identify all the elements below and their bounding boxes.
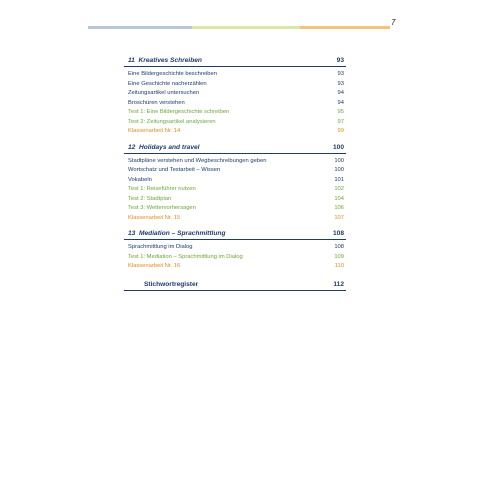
entry-page: 100 <box>334 167 344 173</box>
entry-title: Klassenarbeit Nr. 16 <box>128 263 181 269</box>
entry-title: Test 1: Reiseführer nutzen <box>128 186 196 192</box>
entry-page: 107 <box>334 214 344 221</box>
page-number: 7 <box>391 18 396 27</box>
chapter-heading[interactable] <box>124 229 346 240</box>
toc-entry[interactable] <box>128 157 344 167</box>
chapter-page: 100 <box>332 143 344 151</box>
toc-entry[interactable] <box>128 243 344 253</box>
toc-entry[interactable] <box>128 89 344 99</box>
toc-entry-test[interactable] <box>128 195 344 205</box>
index-title: Stichwortregister <box>144 280 199 288</box>
entry-title: Stadtpläne verstehen und Wegbeschreibungen geben <box>128 157 267 164</box>
chapter-number: 11 <box>128 57 135 64</box>
toc-entry-exam[interactable] <box>128 214 344 224</box>
chapter-entries <box>124 240 346 278</box>
header-bar-segment-2 <box>192 26 300 29</box>
table-of-contents <box>124 56 346 291</box>
entry-title: Test 2: Zeitungsartikel analysieren <box>128 118 216 125</box>
chapter-title: Holidays and travel <box>139 143 200 151</box>
chapter-12 <box>124 143 346 230</box>
chapter-page: 93 <box>336 57 344 64</box>
chapter-number: 12 <box>128 143 136 151</box>
toc-entry-exam[interactable] <box>128 262 344 272</box>
index-page: 112 <box>333 280 344 288</box>
toc-entry-test[interactable] <box>128 204 344 214</box>
chapter-title-wrap <box>128 144 199 151</box>
chapter-11 <box>124 56 346 143</box>
chapter-title: Mediation – Sprachmittlung <box>139 230 226 237</box>
header-color-bar <box>88 26 390 29</box>
entry-page: 99 <box>337 128 344 134</box>
toc-entry-test[interactable] <box>128 253 344 263</box>
chapter-heading[interactable] <box>124 56 346 67</box>
chapter-title-wrap <box>128 57 202 64</box>
index-heading[interactable] <box>124 280 346 291</box>
entry-page: 95 <box>337 109 344 115</box>
entry-page: 106 <box>334 205 344 211</box>
entry-page: 102 <box>334 186 344 192</box>
entry-page: 110 <box>334 263 344 269</box>
toc-entry-test[interactable] <box>128 185 344 195</box>
entry-title: Broschüren verstehen <box>128 99 185 106</box>
header-bar-segment-3 <box>300 26 390 29</box>
entry-page: 108 <box>334 244 344 250</box>
entry-title: Zeitungsartikel untersuchen <box>128 90 200 96</box>
chapter-entries <box>124 154 346 230</box>
entry-page: 94 <box>337 90 344 96</box>
header-bar-segment-1 <box>88 26 192 29</box>
entry-page: 94 <box>337 99 344 106</box>
chapter-title-wrap <box>128 230 225 237</box>
entry-title: Eine Geschichte nacherzählen <box>128 80 207 87</box>
chapter-number: 13 <box>128 230 136 237</box>
toc-entry[interactable] <box>128 99 344 109</box>
entry-page: 100 <box>334 157 344 164</box>
entry-page: 93 <box>337 71 344 77</box>
entry-page: 93 <box>337 80 344 87</box>
chapter-heading[interactable] <box>124 143 346 154</box>
entry-title: Test 1: Eine Bildergeschichte schreiben <box>128 109 230 115</box>
chapter-entries <box>124 67 346 143</box>
toc-entry-exam[interactable] <box>128 127 344 137</box>
entry-page: 101 <box>334 176 344 183</box>
entry-title: Eine Bildergeschichte beschreiben <box>128 71 217 77</box>
entry-page: 109 <box>334 253 344 260</box>
entry-title: Vokabeln <box>128 176 152 183</box>
entry-title: Klassenarbeit Nr. 15 <box>128 214 181 221</box>
entry-page: 97 <box>337 118 344 125</box>
entry-title: Klassenarbeit Nr. 14 <box>128 128 181 134</box>
chapter-page: 108 <box>332 230 344 237</box>
chapter-title: Kreatives Schreiben <box>138 57 202 64</box>
entry-title: Sprachmittlung im Dialog <box>128 244 193 250</box>
toc-entry[interactable] <box>128 70 344 80</box>
toc-entry[interactable] <box>128 176 344 186</box>
toc-entry-test[interactable] <box>128 118 344 128</box>
entry-title: Test 1: Mediation – Sprachmittlung im Dialog <box>128 253 243 260</box>
entry-title: Test 2: Stadtplan <box>128 195 172 202</box>
entry-title: Test 3: Wettervorhersagen <box>128 205 196 211</box>
entry-title: Wortschatz und Textarbeit – Wissen <box>128 167 221 173</box>
toc-entry[interactable] <box>128 80 344 90</box>
toc-entry[interactable] <box>128 166 344 176</box>
entry-page: 104 <box>334 195 344 202</box>
toc-entry-test[interactable] <box>128 108 344 118</box>
chapter-13 <box>124 229 346 278</box>
